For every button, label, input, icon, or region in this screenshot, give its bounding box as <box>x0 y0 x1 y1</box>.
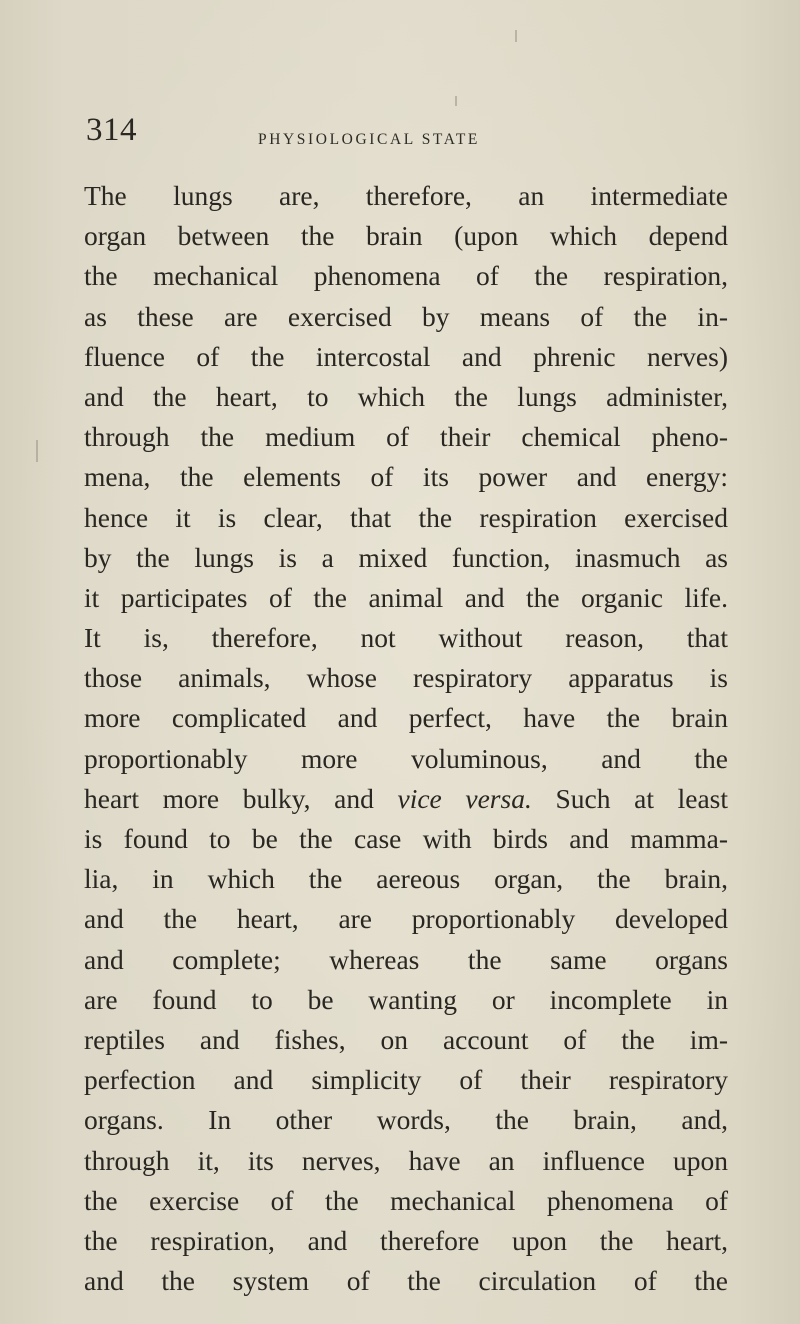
text-line: and the heart, to which the lungs administer, <box>84 380 728 412</box>
text-line: it participates of the animal and the organic life. <box>84 581 728 613</box>
paper-speck <box>515 30 517 42</box>
text-line: more complicated and perfect, have the brain <box>84 702 728 734</box>
running-head: PHYSIOLOGICAL STATE <box>258 131 480 148</box>
text-line: through it, its nerves, have an influence upon <box>84 1144 728 1176</box>
page-number: 314 <box>86 112 137 148</box>
text-line: reptiles and fishes, on account of the im- <box>84 1023 728 1055</box>
text-line: and the heart, are proportionably developed <box>84 903 728 935</box>
text-line: as these are exercised by means of the in- <box>84 300 728 332</box>
text-segment: Such at least <box>555 782 729 814</box>
text-line: by the lungs is a mixed function, inasmuch as <box>84 541 728 573</box>
text-line: those animals, whose respiratory apparatus is <box>84 662 728 694</box>
text-segment: heart more bulky, and <box>84 782 374 814</box>
text-line: mena, the elements of its power and energy: <box>84 461 728 493</box>
text-line: the mechanical phenomena of the respiration, <box>84 260 728 292</box>
body-paragraph <box>84 176 728 1301</box>
text-line: It is, therefore, not without reason, that <box>84 622 728 654</box>
paper-speck <box>36 440 38 462</box>
text-line: organ between the brain (upon which depend <box>84 220 728 252</box>
text-line: through the medium of their chemical pheno- <box>84 421 728 453</box>
text-line-mixed <box>84 779 728 819</box>
text-line: lia, in which the aereous organ, the brain, <box>84 863 728 895</box>
italic-text: vice versa. <box>397 782 532 814</box>
text-line: and the system of the circulation of the <box>84 1265 728 1297</box>
text-line: is found to be the case with birds and mamma- <box>84 823 728 854</box>
paper-speck <box>455 96 457 106</box>
text-line: are found to be wanting or incomplete in <box>84 983 728 1015</box>
text-line: proportionably more voluminous, and the <box>84 742 728 774</box>
text-line: the exercise of the mechanical phenomena of <box>84 1184 728 1216</box>
text-line: perfection and simplicity of their respiratory <box>84 1064 728 1096</box>
text-line: and complete; whereas the same organs <box>84 943 728 975</box>
text-line: hence it is clear, that the respiration exercised <box>84 501 728 533</box>
text-line: the respiration, and therefore upon the heart, <box>84 1224 728 1256</box>
text-line: The lungs are, therefore, an intermediate <box>84 180 728 211</box>
text-line: organs. In other words, the brain, and, <box>84 1104 728 1136</box>
text-line: fluence of the intercostal and phrenic nerves) <box>84 340 728 372</box>
